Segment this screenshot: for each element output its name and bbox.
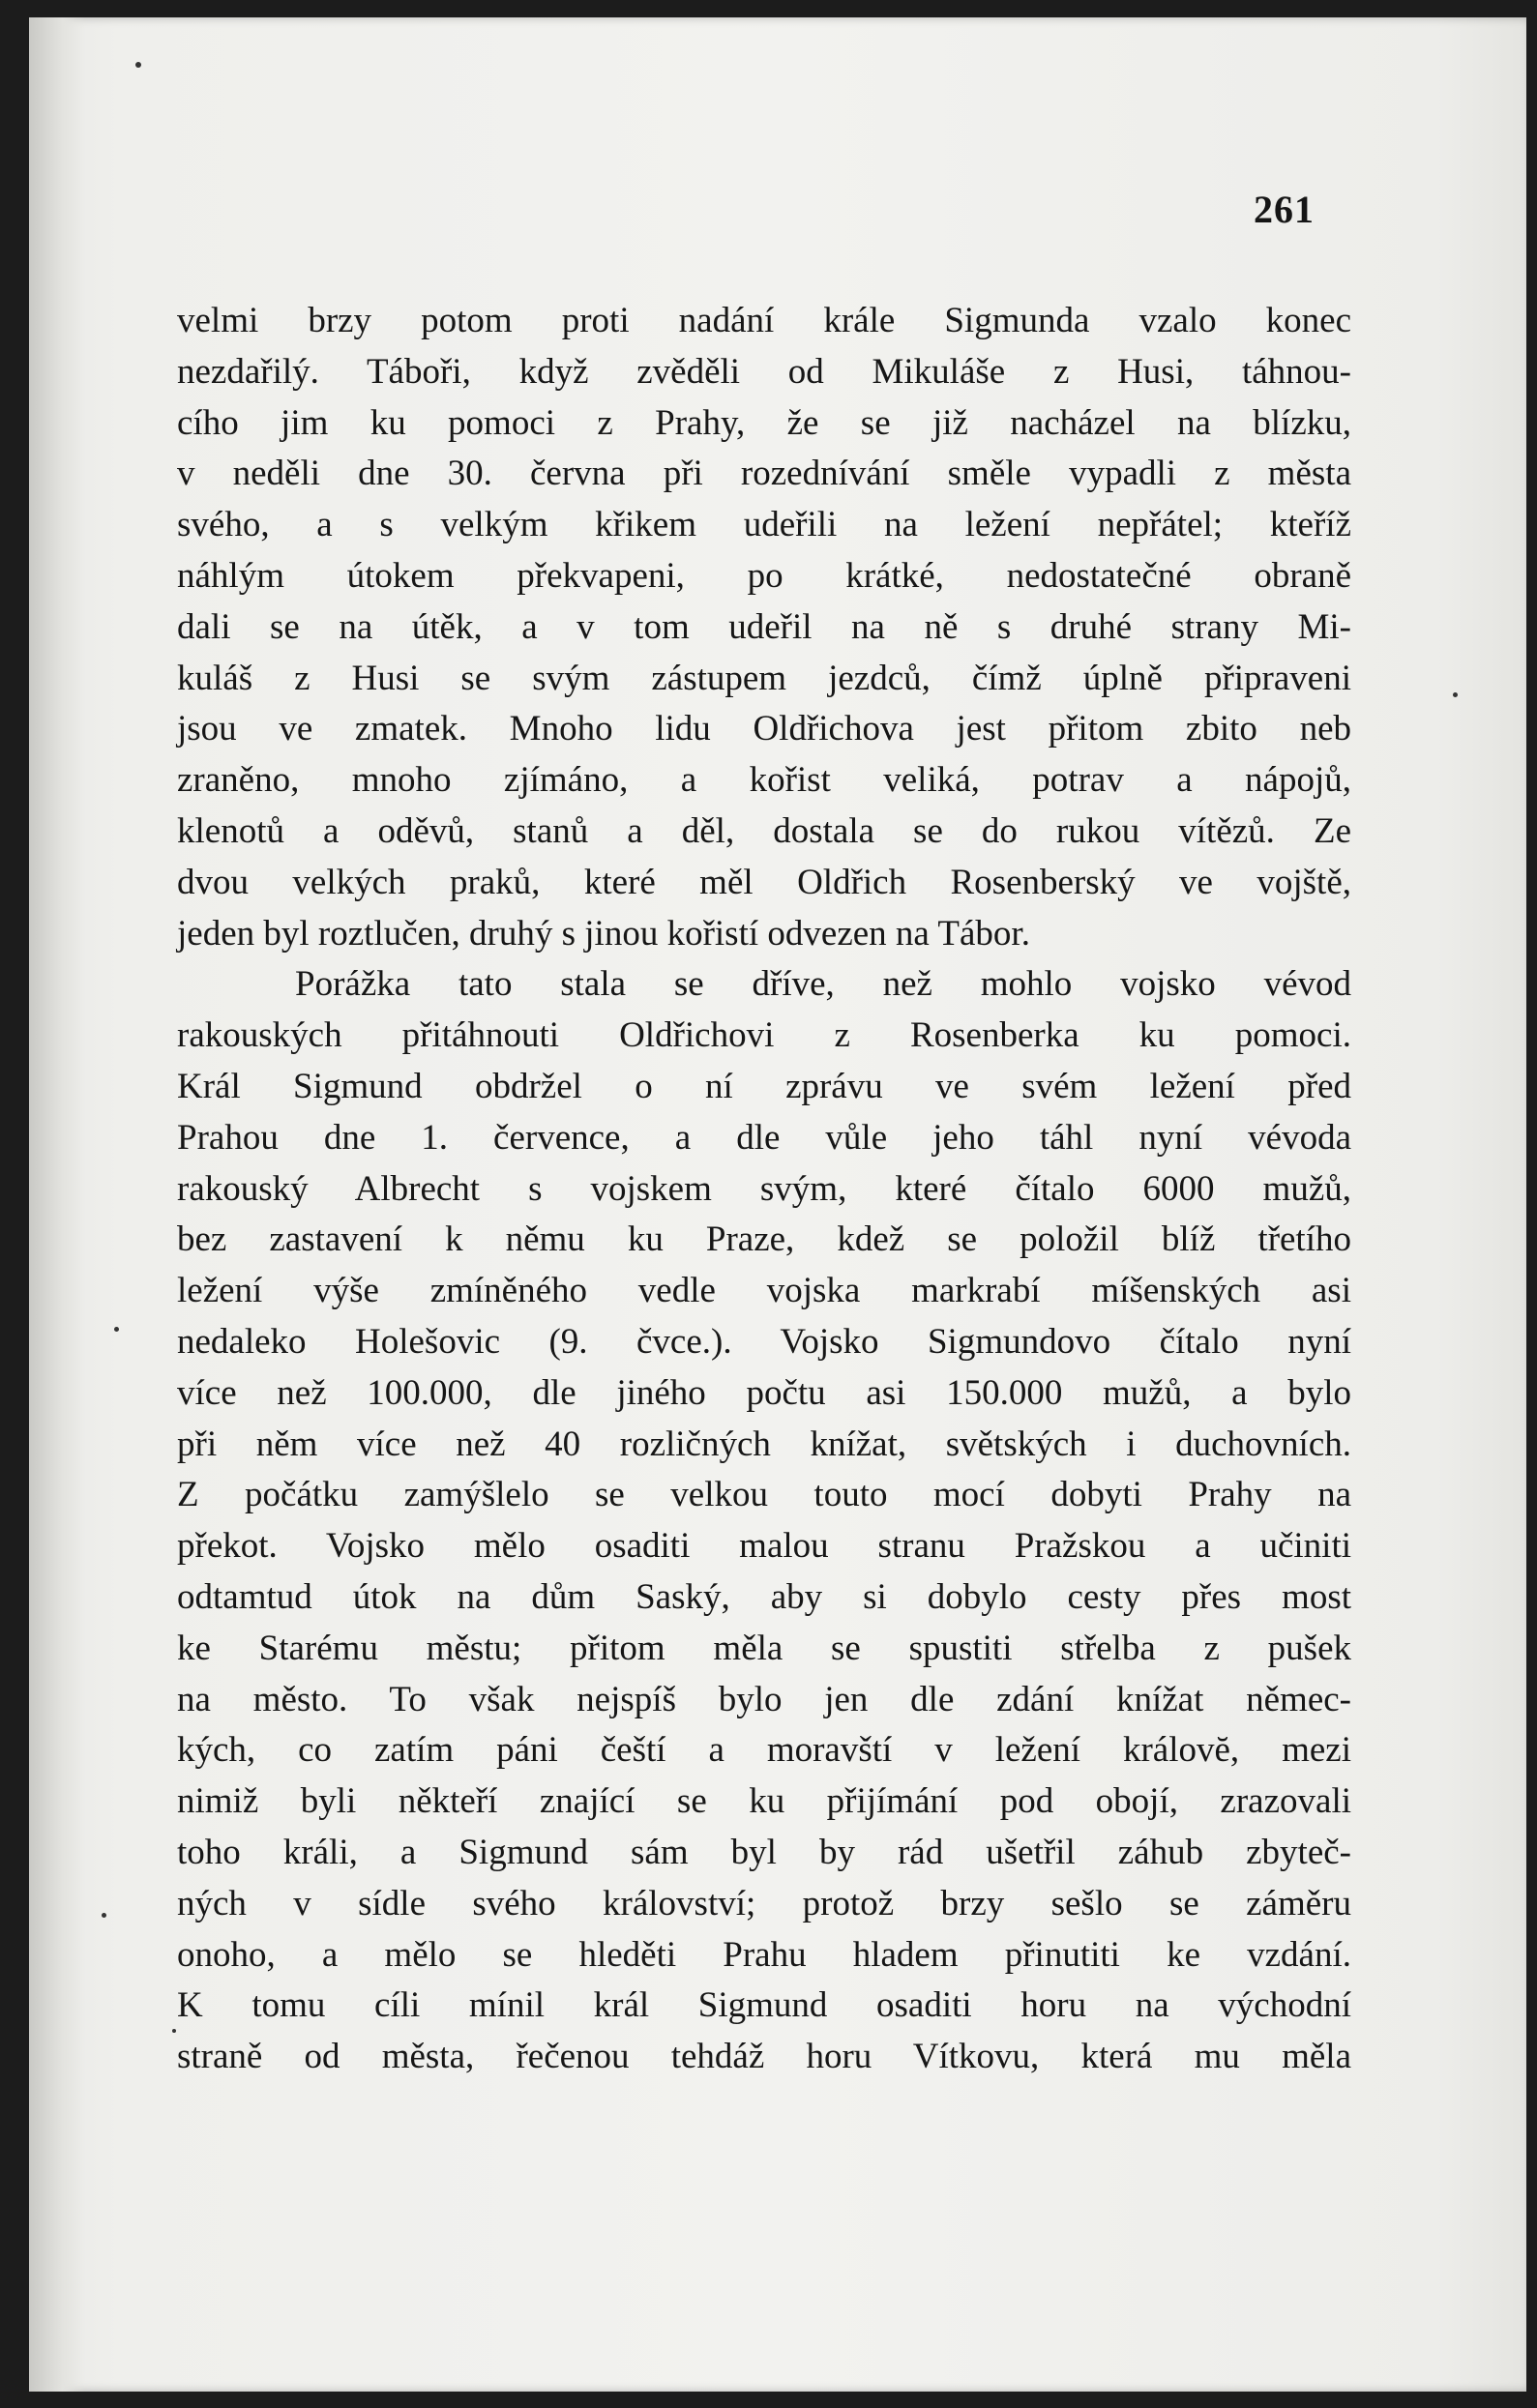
book-page: [29, 17, 1526, 2392]
text-line: cího jim ku pomoci z Prahy, že se již nacházel na blízku,: [177, 402, 1351, 443]
page-spine-shadow: [29, 17, 85, 2392]
text-line: bez zastavení k němu ku Praze, kdež se položil blíž třetího: [177, 1219, 1351, 1260]
text-line: Král Sigmund obdržel o ní zprávu ve svém ležení před: [177, 1066, 1351, 1106]
text-line: kuláš z Husi se svým zástupem jezdců, čímž úplně připraveni: [177, 658, 1351, 698]
body-text: [177, 296, 1351, 2083]
text-line: kých, co zatím páni čeští a moravští v ležení královĕ, mezi: [177, 1730, 1351, 1771]
text-line: rakouských přitáhnouti Oldřichovi z Rosenberka ku pomoci.: [177, 1015, 1351, 1056]
text-line: dali se na útěk, a v tom udeřil na ně s druhé strany Mi-: [177, 606, 1351, 647]
text-line: v neděli dne 30. června při rozednívání směle vypadli z města: [177, 454, 1351, 494]
text-line: na město. To však nejspíš bylo jen dle zdání knížat němec-: [177, 1679, 1351, 1719]
text-line: nedaleko Holešovic (9. čvce.). Vojsko Sigmundovo čítalo nyní: [177, 1321, 1351, 1362]
text-line: náhlým útokem překvapeni, po krátké, nedostatečné obraně: [177, 555, 1351, 596]
text-line: toho králi, a Sigmund sám byl by rád ušetřil záhub zbyteč-: [177, 1832, 1351, 1872]
text-line: jsou ve zmatek. Mnoho lidu Oldřichova jest přitom zbito neb: [177, 709, 1351, 749]
paragraph-first-line: Porážka tato stala se dříve, než mohlo vojsko vévod: [295, 964, 1351, 1005]
text-line: dvou velkých praků, které měl Oldřich Rosenberský ve vojště,: [177, 862, 1351, 902]
text-line: straně od města, řečenou tehdáž horu Vítkovu, která mu měla: [177, 2037, 1351, 2077]
text-line: rakouský Albrecht s vojskem svým, které čítalo 6000 mužů,: [177, 1168, 1351, 1209]
text-line: svého, a s velkým křikem udeřili na ležení nepřátel; kteříž: [177, 505, 1351, 545]
text-line: jeden byl roztlučen, druhý s jinou kořistí odvezen na Tábor.: [177, 913, 1030, 954]
text-line: Z počátku zamýšlelo se velkou touto mocí dobyti Prahy na: [177, 1475, 1351, 1515]
text-line: velmi brzy potom proti nadání krále Sigmunda vzalo konec: [177, 301, 1351, 340]
text-line: zraněno, mnoho zjímáno, a kořist veliká, potrav a nápojů,: [177, 760, 1351, 801]
paper-speck: [102, 1913, 106, 1918]
text-line: nezdařilý. Tábořі, když zvěděli od Mikuláše z Husi, táhnou-: [177, 351, 1351, 392]
paper-speck: [114, 1327, 119, 1332]
text-line: onoho, a mělo se hleděti Prahu hladem přinutiti ke vzdání.: [177, 1934, 1351, 1975]
text-line: Prahou dne 1. července, a dle vůle jeho táhl nyní vévoda: [177, 1117, 1351, 1158]
text-line: K tomu cíli mínil král Sigmund osaditi horu na východní: [177, 1985, 1351, 2026]
text-line: nimiž byli někteří znající se ku přijímání pod obojí, zrazovali: [177, 1781, 1351, 1822]
paper-speck: [172, 2029, 176, 2033]
text-line: překot. Vojsko mělo osaditi malou stranu Pražskou a učiniti: [177, 1526, 1351, 1567]
paper-speck: [1453, 692, 1458, 697]
text-line: více než 100.000, dle jiného počtu asi 150.000 mužů, a bylo: [177, 1372, 1351, 1413]
page-number: 261: [1254, 188, 1315, 231]
paper-speck: [135, 62, 141, 68]
text-line: klenotů a oděvů, stanů a děl, dostala se do rukou vítězů. Ze: [177, 810, 1351, 851]
text-line: ných v sídle svého království; protož brzy sešlo se záměru: [177, 1883, 1351, 1923]
text-line: odtamtud útok na dům Saský, aby si dobylo cesty přes most: [177, 1576, 1351, 1617]
text-line: ke Starému městu; přitom měla se spustiti střelba z pušek: [177, 1628, 1351, 1668]
text-line: při něm více než 40 rozličných knížat, světských i duchovních.: [177, 1424, 1351, 1464]
text-line: ležení výše zmíněného vedle vojska markrabí míšenských asi: [177, 1271, 1351, 1311]
